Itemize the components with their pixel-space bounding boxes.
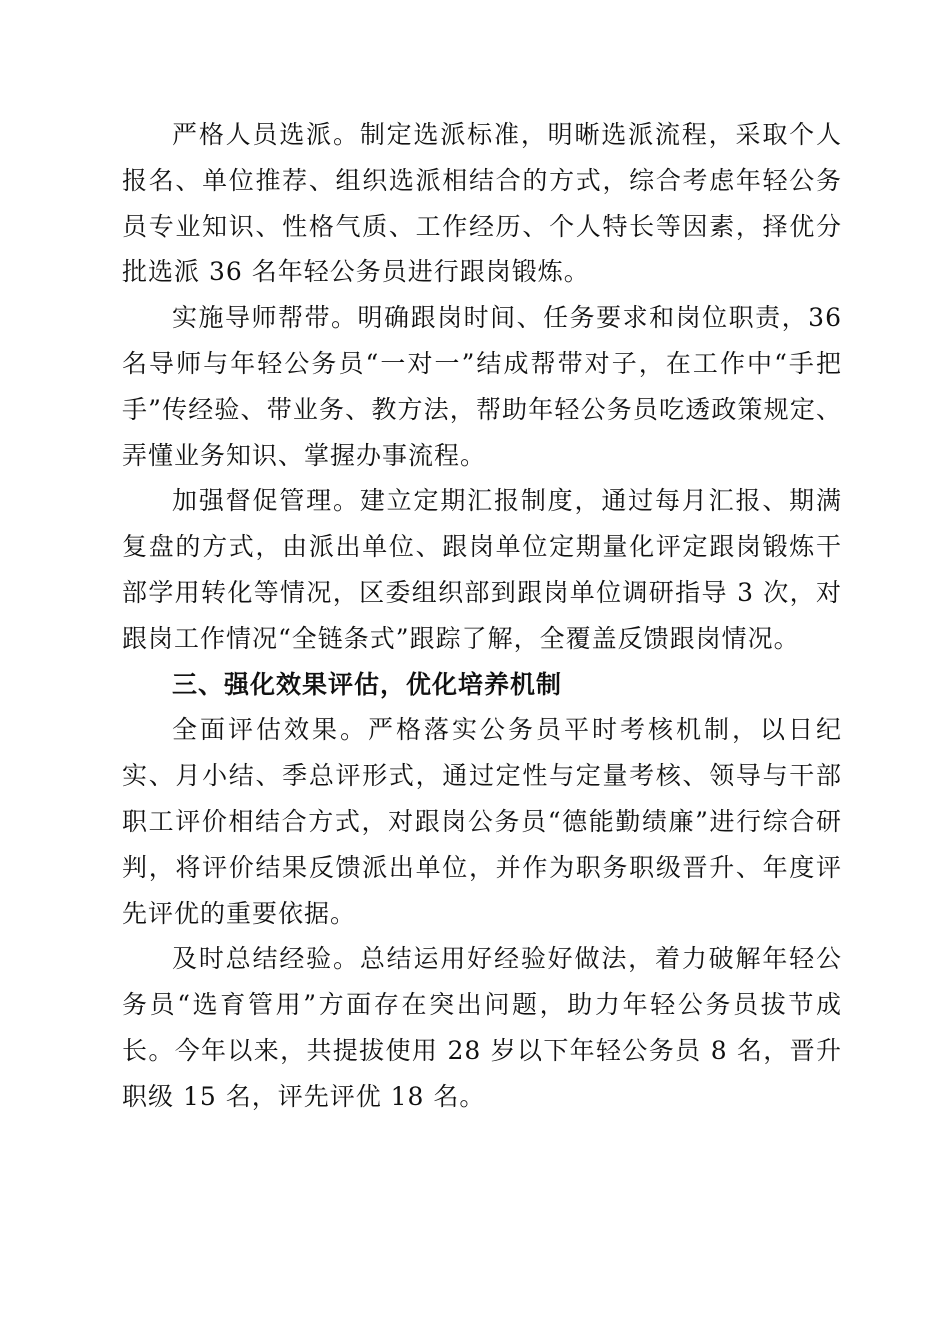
paragraph-mentor-guidance: 实施导师帮带。明确跟岗时间、任务要求和岗位职责，36 名导师与年轻公务员“一对一”结成帮带对子，在工作中“手把手”传经验、带业务、教方法，帮助年轻公务员吃透政策规定、弄懂业务知识、掌握办事流程。: [122, 303, 842, 470]
section-heading-three: 三、强化效果评估，优化培养机制: [172, 669, 563, 699]
paragraph-staff-selection: 严格人员选派。制定选派标准，明晰选派流程，采取个人报名、单位推荐、组织选派相结合的方式，综合考虑年轻公务员专业知识、性格气质、工作经历、个人特长等因素，择优分批选派 36 名年轻公务员进行跟岗锻炼。: [122, 120, 842, 287]
document-body: [122, 112, 842, 1120]
paragraph-supervision-management: 加强督促管理。建立定期汇报制度，通过每月汇报、期满复盘的方式，由派出单位、跟岗单位定期量化评定跟岗锻炼干部学用转化等情况，区委组织部到跟岗单位调研指导 3 次，对跟岗工作情况“全链条式”跟踪了解，全覆盖反馈跟岗情况。: [122, 486, 842, 653]
paragraph-experience-summary: 及时总结经验。总结运用好经验好做法，着力破解年轻公务员“选育管用”方面存在突出问题，助力年轻公务员拔节成长。今年以来，共提拔使用 28 岁以下年轻公务员 8 名，晋升职级 15 名，评先评优 18 名。: [122, 944, 842, 1111]
paragraph-effect-evaluation: 全面评估效果。严格落实公务员平时考核机制，以日纪实、月小结、季总评形式，通过定性与定量考核、领导与干部职工评价相结合方式，对跟岗公务员“德能勤绩廉”进行综合研判，将评价结果反馈派出单位，并作为职务职级晋升、年度评先评优的重要依据。: [122, 715, 842, 928]
